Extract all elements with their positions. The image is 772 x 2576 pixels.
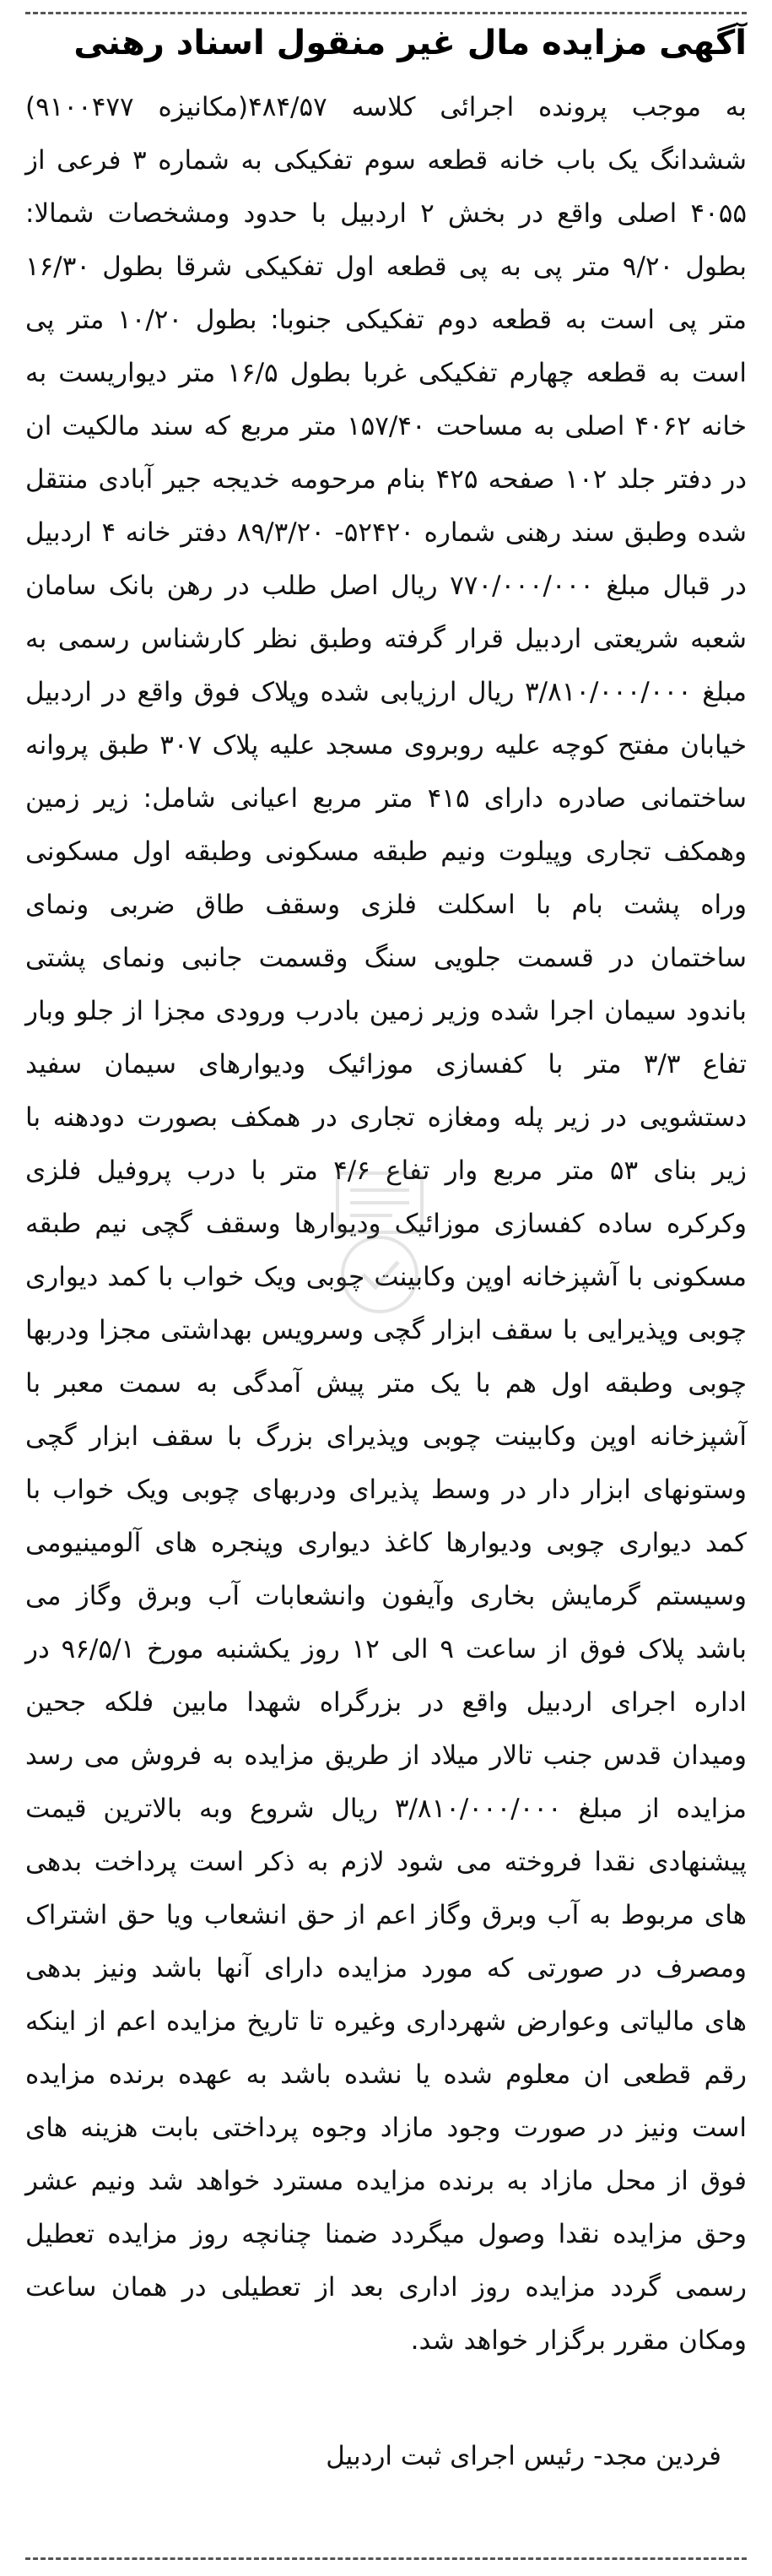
notice-title: آگهی مزایده مال غیر منقول اسناد رهنی bbox=[73, 24, 747, 62]
bottom-divider bbox=[25, 2557, 747, 2560]
notice-body: به موجب پرونده اجرائی کلاسه ۴۸۴/۵۷(مکانیزه ۹۱۰۰۴۷۷) ششدانگ یک باب خانه قطعه سوم تفکیکی به شماره ۳ فرعی از ۴۰۵۵ اصلی واقع در بخش ۲ اردبیل با حدود ومشخصات شمالا: بطول ۹/۲۰ متر پی به پی قطعه اول تفکیکی شرقا بطول ۱۶/۳۰ متر پی است به قطعه دوم تفکیکی جنوبا: بطول ۱۰/۲۰ متر پی است به قطعه چهارم تفکیکی غربا بطول ۱۶/۵ متر دیواریست به خانه ۴۰۶۲ اصلی به مساحت ۱۵۷/۴۰ متر مربع که سند مالکیت ان در دفتر جلد ۱۰۲ صفحه ۴۲۵ بنام مرحومه خدیجه جیر آبادی منتقل شده وطبق سند رهنی شماره ۵۲۴۲۰- ۸۹/۳/۲۰ دفتر خانه ۴ اردبیل در قبال مبلغ ۷۷۰/۰۰۰/۰۰۰ ریال اصل طلب در رهن بانک سامان شعبه شریعتی اردبیل قرار گرفته وطبق نظر کارشناس رسمی به مبلغ ۳/۸۱۰/۰۰۰/۰۰۰ ریال ارزیابی شده وپلاک فوق واقع در اردبیل خیابان مفتح کوچه علیه روبروی مسجد علیه پلاک ۳۰۷ طبق پروانه ساختمانی صادره دارای ۴۱۵ متر مربع اعیانی شامل: زیر زمین وهمکف تجاری وپیلوت ونیم طبقه مسکونی وطبقه اول مسکونی وراه پشت بام با اسکلت فلزی وسقف طاق ضربی ونمای ساختمان در قسمت جلویی سنگ وقسمت جانبی ونمای پشتی باندود سیمان اجرا شده وزیر زمین بادرب ورودی مجزا از جلو وبار تفاع ۳/۳ متر با کفسازی موزائیک ودیوارهای سیمان سفید دستشویی در زیر پله ومغازه تجاری در همکف بصورت دودهنه با زیر بنای ۵۳ متر مربع وار تفاع ۴/۶ متر با درب پروفیل فلزی وکرکره ساده کفسازی موزائیک ودیوارها وسقف گچی نیم طبقه مسکونی با آشپزخانه اوپن وکابینت چوبی ویک خواب با کمد دیواری چوبی وپذیرایی با سقف ابزار گچی وسرویس بهداشتی مجزا ودربها چوبی وطبقه اول هم با یک متر پیش آمدگی به سمت معبر با آشپزخانه اوپن وکابینت چوبی وپذیرای بزرگ با سقف ابزار گچی وستونهای ابزار دار در وسط پذیرای ودربهای چوبی ویک خواب با کمد دیواری چوبی ودیوارها کاغذ دیواری وپنجره های آلومینیومی وسیستم گرمایش بخاری وآیفون وانشعابات آب وبرق وگاز می باشد پلاک فوق از ساعت ۹ الی ۱۲ روز یکشنبه مورخ ۹۶/۵/۱ در اداره اجرای اردبیل واقع در بزرگراه شهدا مابین فلکه جحین ومیدان قدس جنب تالار میلاد از طریق مزایده به فروش می رسد مزایده از مبلغ ۳/۸۱۰/۰۰۰/۰۰۰ ریال شروع وبه بالاترین قیمت پیشنهادی نقدا فروخته می شود لازم به ذکر است پرداخت بدهی های مربوط به آب وبرق وگاز اعم از حق انشعاب ویا حق اشتراک ومصرف در صورتی که مورد مزایده دارای آنها باشد ونیز بدهی های مالیاتی وعوارض شهرداری وغیره تا تاریخ مزایده اعم از اینکه رقم قطعی ان معلوم شده یا نشده باشد به عهده برنده مزایده است ونیز در صورت وجود مازاد وجوه پرداختی بابت هزینه های فوق از محل مازاد به برنده مزایده مسترد خواهد شد ونیم عشر وحق مزایده نقدا وصول میگردد ضمنا چنانچه روز مزایده تعطیل رسمی گردد مزایده روز اداری بعد از تعطیلی در همان ساعت ومکان مقرر برگزار خواهد شد. bbox=[25, 92, 748, 2356]
top-divider bbox=[25, 12, 747, 14]
notice-signature: فردین مجد- رئیس اجرای ثبت اردبیل bbox=[326, 2441, 721, 2471]
